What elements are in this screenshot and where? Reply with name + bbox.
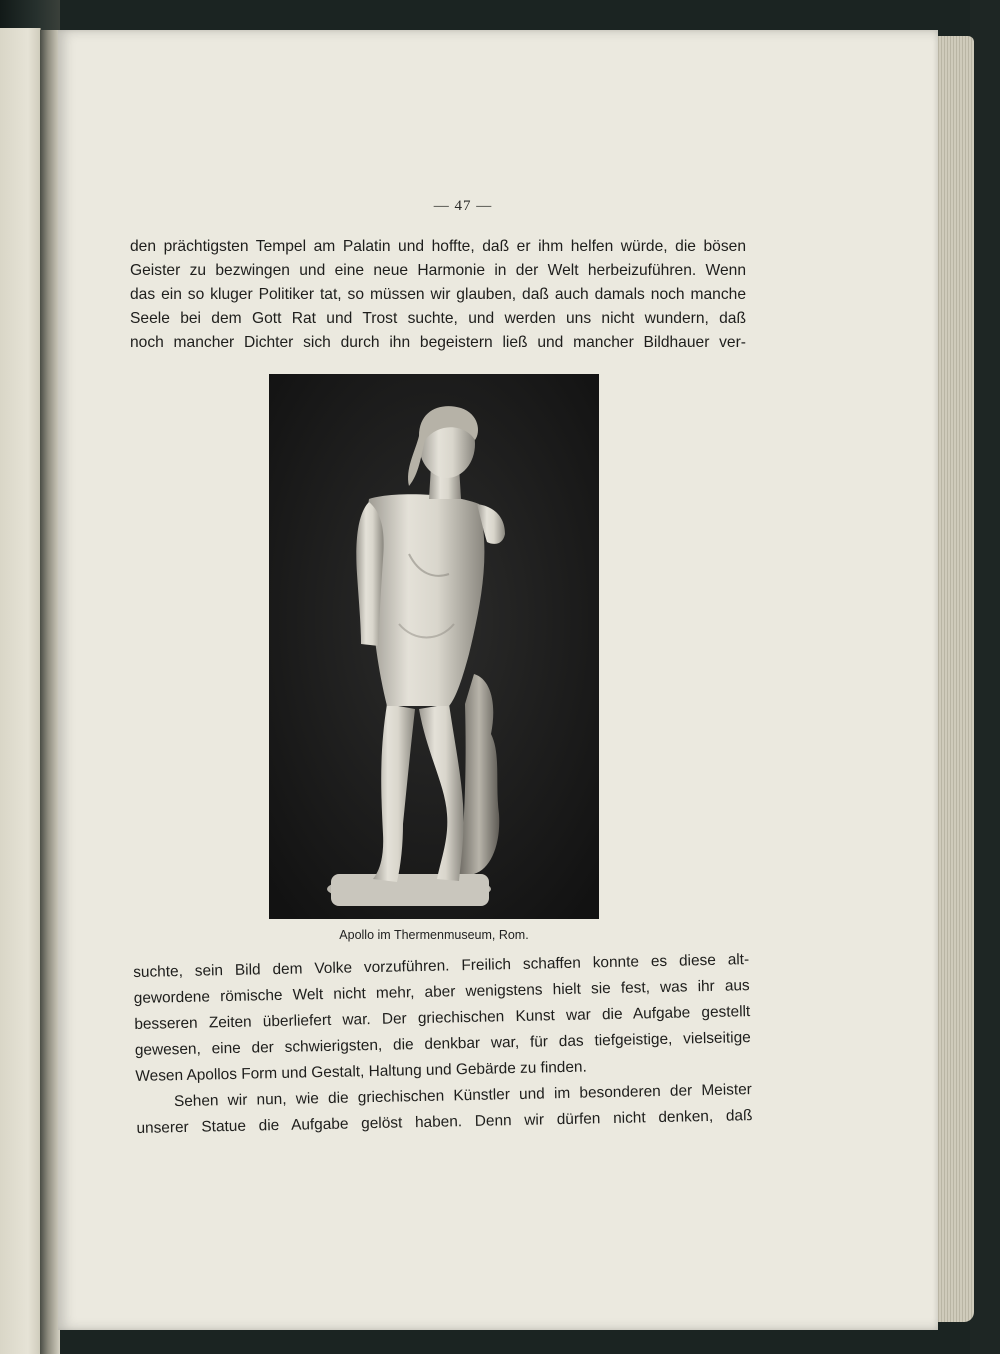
text-line: gewesen, eine der schwierigsten, die denkbar war, für das tiefgeistige, vielseitige: [134, 1029, 751, 1059]
paragraph-bottom: [133, 947, 753, 1142]
apollo-statue-image: [269, 374, 599, 919]
text-line: Sehen wir nun, wie die griechischen Künstler und im besonderen der Meister: [173, 1081, 753, 1111]
figure-caption: Apollo im Thermenmuseum, Rom.: [339, 928, 529, 942]
text-line: den prächtigsten Tempel am Palatin und hoffte, daß er ihm helfen würde, die bösen: [130, 238, 746, 255]
text-line: Seele bei dem Gott Rat und Trost suchte, und werden uns nicht wundern, daß: [130, 310, 746, 327]
text-line: gewordene römische Welt nicht mehr, aber wenigstens hielt sie fest, was ihr aus: [133, 977, 750, 1007]
text-line: das ein so kluger Politiker tat, so müssen wir glauben, daß auch damals noch manche: [130, 286, 746, 303]
background-right: [970, 0, 1000, 1354]
text-line: suchte, sein Bild dem Volke vorzuführen. Freilich schaffen konnte es diese alt-: [133, 951, 750, 981]
page-number: — 47 —: [433, 198, 493, 214]
previous-page-edge: [0, 28, 41, 1354]
text-line: noch mancher Dichter sich durch ihn begeistern ließ und mancher Bildhauer ver-: [130, 334, 746, 351]
book-gutter: [40, 30, 60, 1354]
text-line: Wesen Apollos Form und Gestalt, Haltung und Gebärde zu finden.: [135, 1058, 587, 1085]
statue-photograph: [269, 374, 599, 919]
text-line: unserer Statue die Aufgabe gelöst haben. Denn wir dürfen nicht denken, daß: [136, 1107, 753, 1137]
book-page: [58, 30, 938, 1330]
text-line: Geister zu bezwingen und eine neue Harmonie in der Welt herbeizuführen. Wenn: [130, 262, 746, 279]
paragraph-top: [130, 235, 746, 355]
text-line: besseren Zeiten überliefert war. Der griechischen Kunst war die Aufgabe gestellt: [134, 1003, 751, 1033]
